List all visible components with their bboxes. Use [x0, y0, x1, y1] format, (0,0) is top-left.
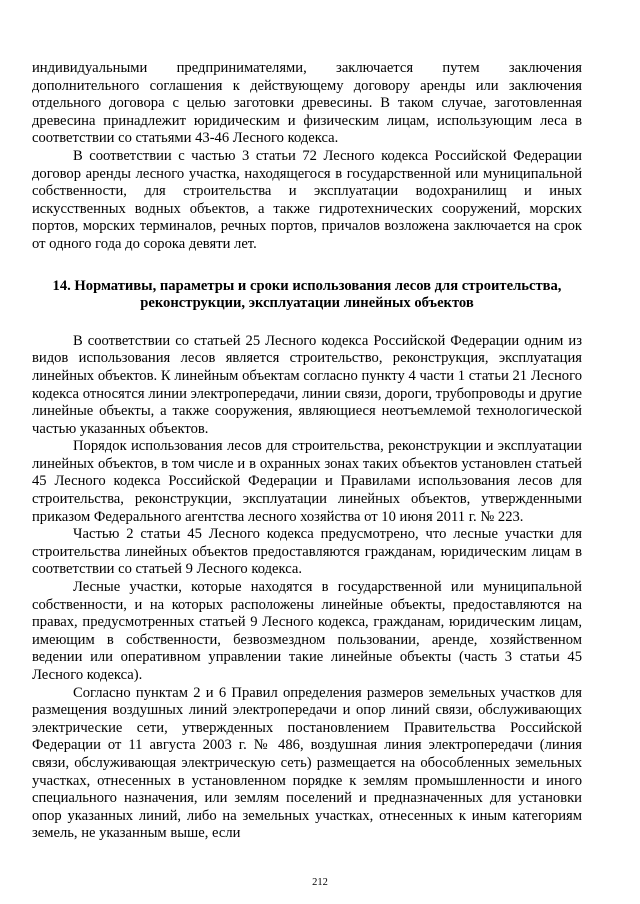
paragraph: Согласно пунктам 2 и 6 Правил определения размеров земельных участков для размещения воздушных линий электропередачи и опор линий связи, обслуживающих электрические сети, утвержденных постановлением Правительства Российской Федерации от 11 августа 2003 г. № 486, воздушная линия электропередачи (линия связи, обслуживающая электрическую сеть) размещается на обособленных земельных участках, отнесенных в установленном порядке к землям промышленности и иного специального назначения, или землям поселений и предназначенных для установки опор указанных линий, либо на земельных участках, отнесенных к иным категориям земель, не указанным выше, если — [32, 684, 582, 842]
paragraph: В соответствии с частью 3 статьи 72 Лесного кодекса Российской Федерации договор аренды лесного участка, находящегося в государственной или муниципальной собственности, для строительства и эксплуатации водохранилищ и иных искусственных водных объектов, а также гидротехнических сооружений, морских портов, морских терминалов, речных портов, причалов возложена заключается на срок от одного года до сорока девяти лет. — [32, 147, 582, 252]
paragraph: Частью 2 статьи 45 Лесного кодекса предусмотрено, что лесные участки для строительства линейных объектов предоставляются гражданам, юридическим лицам в соответствии со статьей 9 Лесного кодекса. — [32, 526, 582, 578]
page-number: 212 — [312, 877, 328, 888]
paragraph: В соответствии со статьей 25 Лесного кодекса Российской Федерации одним из видов использования лесов является строительство, реконструкция, эксплуатация линейных объектов. К линейным объектам согласно пункту 4 части 1 статьи 21 Лесного кодекса относятся линии электропередачи, линии связи, дороги, трубопроводы и другие линейные объекты, а также сооружения, являющиеся неотъемлемой технологической частью указанных объектов. — [32, 332, 582, 437]
paragraph: Порядок использования лесов для строительства, реконструкции и эксплуатации линейных объектов, в том числе и в охранных зонах таких объектов установлен статьей 45 Лесного кодекса Российской Федерации и Правилами использования лесов для строительства, реконструкции, эксплуатации линейных объектов, утвержденными приказом Федерального агентства лесного хозяйства от 10 июня 2011 г. № 223. — [32, 438, 582, 525]
text-block-top — [32, 60, 582, 254]
section-heading: 14. Нормативы, параметры и сроки использования лесов для строительства, реконструкции, эксплуатации линейных объектов — [52, 277, 562, 312]
document-page — [32, 60, 582, 843]
paragraph-continuation: индивидуальными предпринимателями, заключается путем заключения дополнительного соглашения к действующему договору аренды или заключения отдельного договора с целью заготовки древесины. В таком случае, заготовленная древесина принадлежит юридическим и физическим лицам, использующим леса в соответствии со статьями 43-46 Лесного кодекса. — [32, 60, 582, 147]
paragraph: Лесные участки, которые находятся в государственной или муниципальной собственности, и на которых расположены линейные объекты, предоставляются на правах, предусмотренных статьей 9 Лесного кодекса, гражданам, юридическим лицам, имеющим в собственности, безвозмездном пользовании, аренде, хозяйственном ведении или оперативном управлении такие линейные объекты (часть 3 статьи 45 Лесного кодекса). — [32, 579, 582, 683]
text-block-section — [32, 333, 582, 843]
